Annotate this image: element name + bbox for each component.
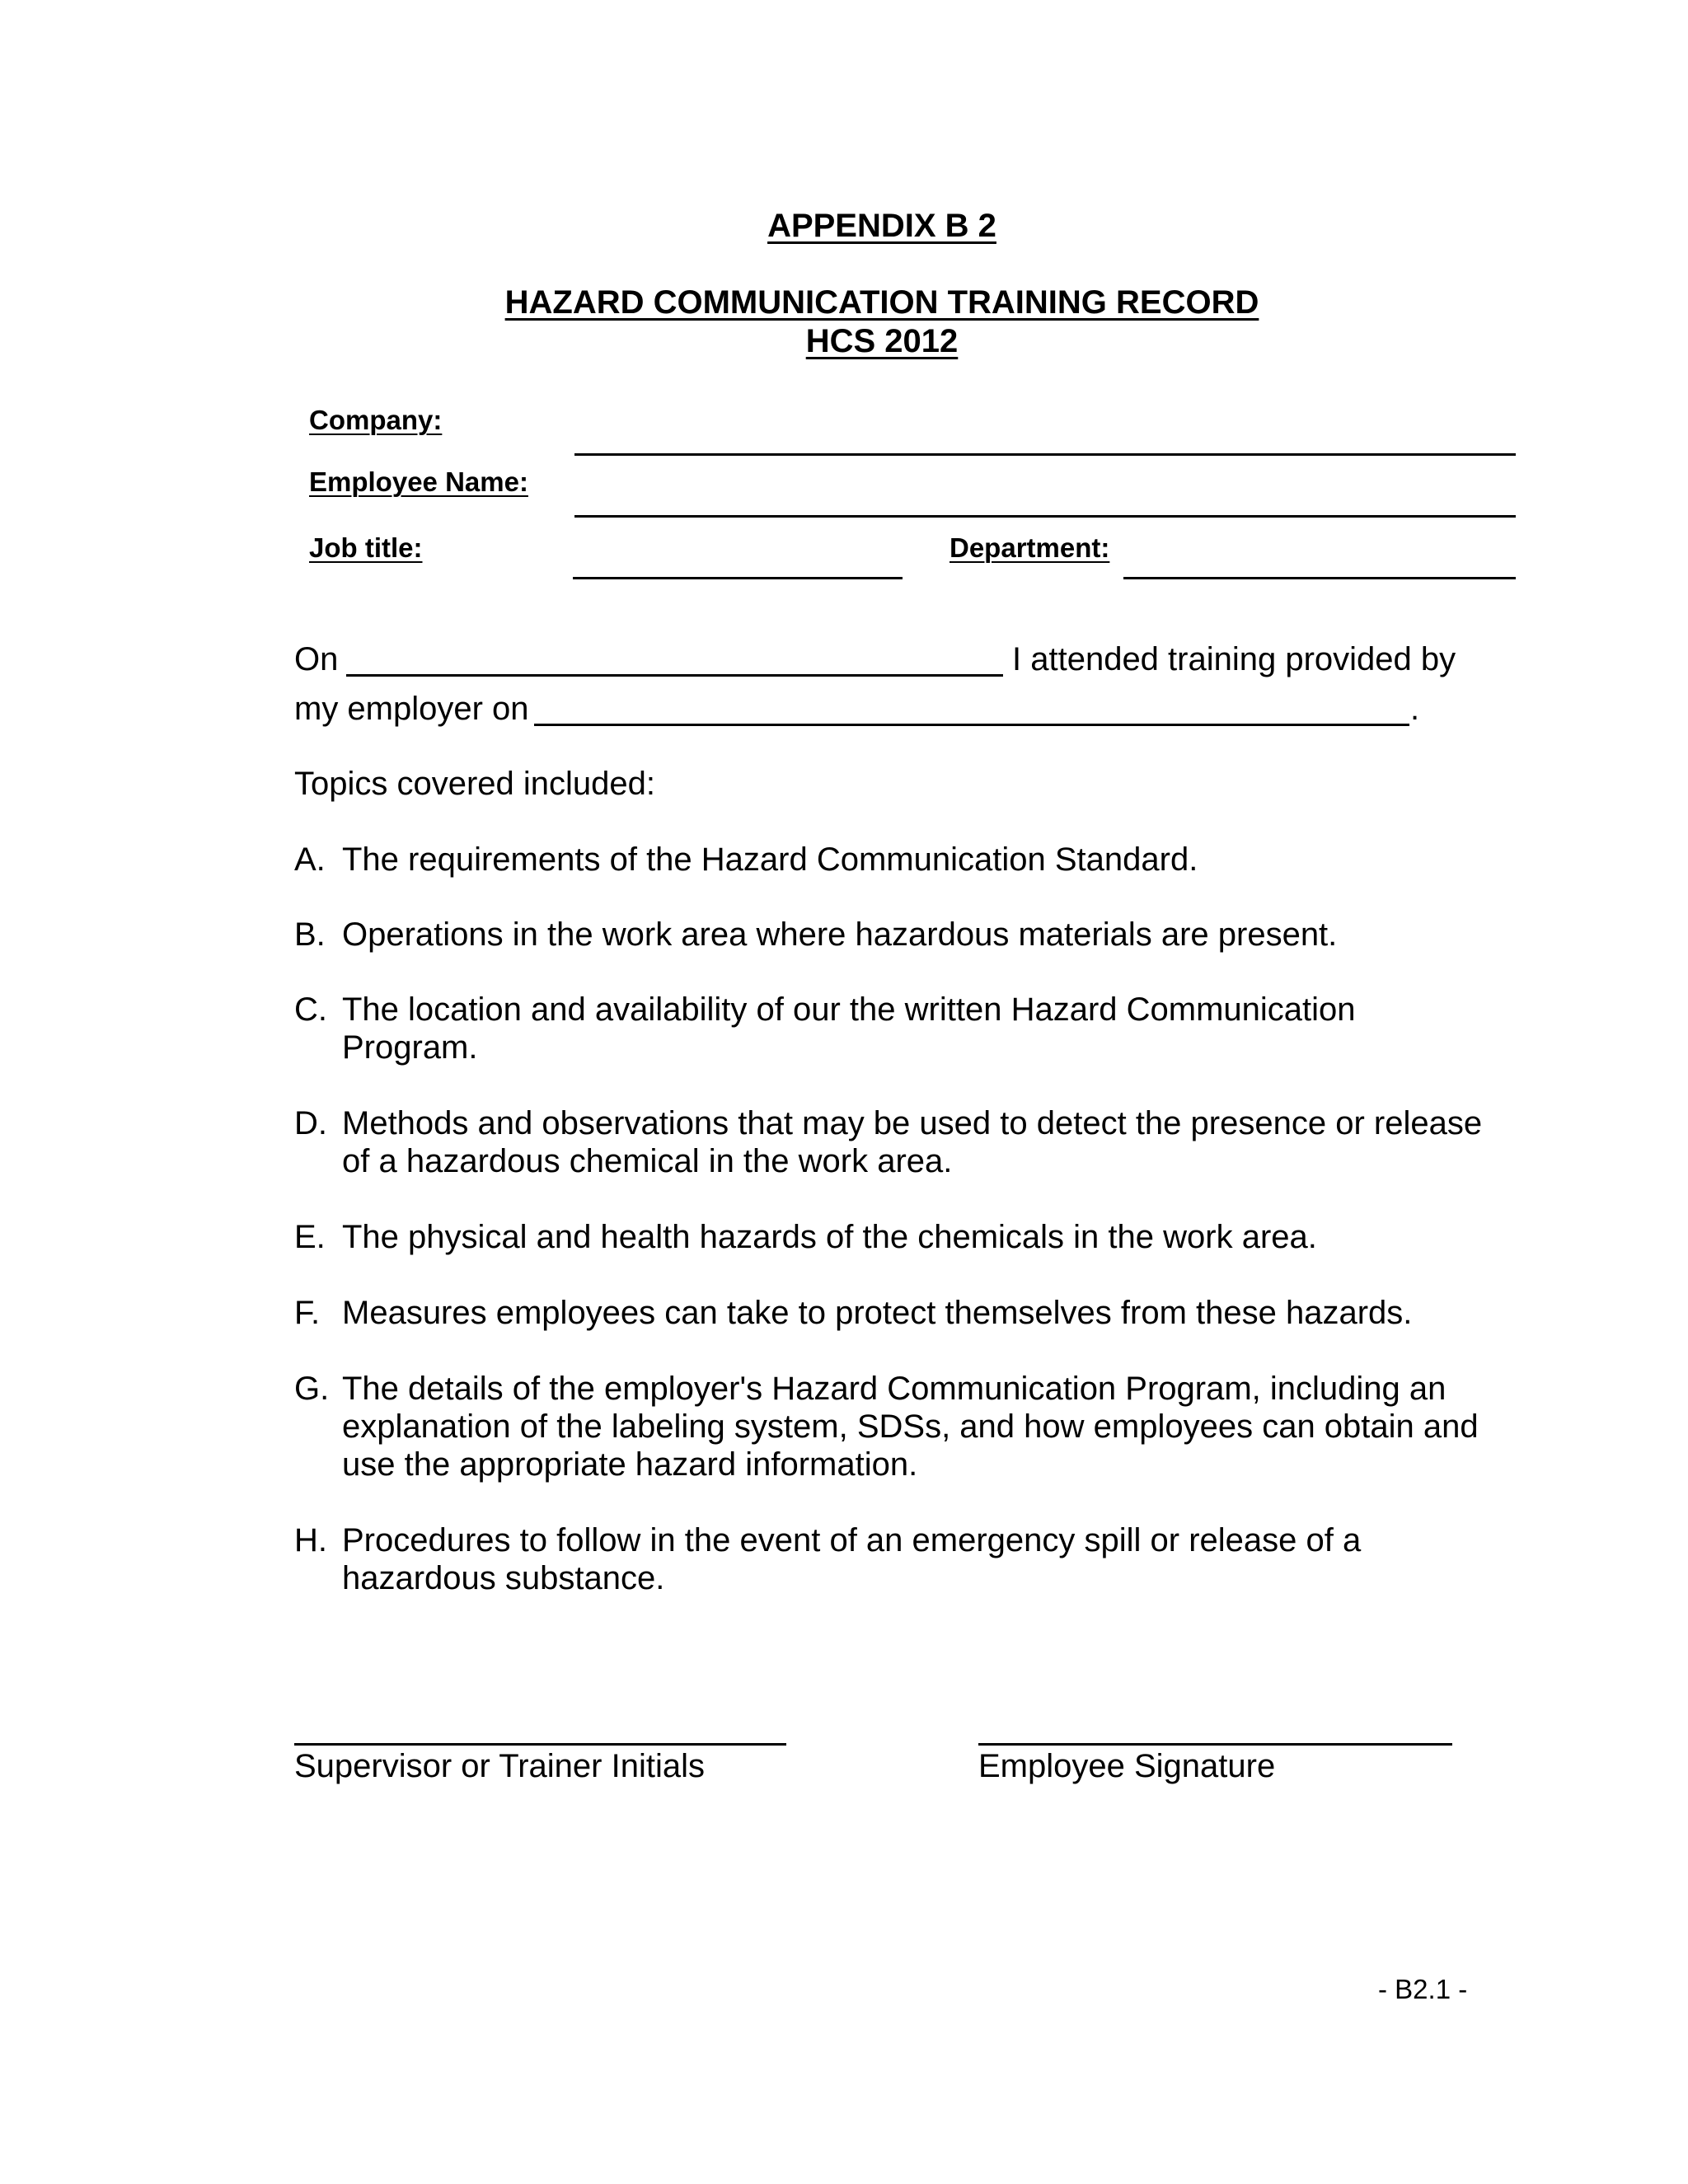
statement-on-label: On xyxy=(294,641,339,677)
statement-attended-text: I attended training provided by xyxy=(1012,641,1456,677)
employee-name-label: Employee Name: xyxy=(309,466,528,497)
page-number: - B2.1 - xyxy=(1378,1974,1468,2004)
topic-text: Methods and observations that may be used to detect the presence or release of a hazardous chemical in the work area. xyxy=(342,1105,1483,1179)
supervisor-initials-field[interactable] xyxy=(294,1743,786,1746)
employee-name-field[interactable] xyxy=(574,515,1516,518)
topic-text: The physical and health hazards of the chemicals in the work area. xyxy=(342,1219,1317,1255)
topic-item-c xyxy=(294,991,1498,1066)
topic-letter: H. xyxy=(294,1522,327,1558)
topic-item-e xyxy=(294,1218,1498,1256)
statement-employer-label: my employer on xyxy=(294,691,529,727)
topic-text: The requirements of the Hazard Communication Standard. xyxy=(342,841,1198,878)
topic-item-f xyxy=(294,1294,1498,1332)
job-title-label: Job title: xyxy=(309,532,423,563)
employer-date-field[interactable] xyxy=(534,724,1409,726)
page-subtitle: HCS 2012 xyxy=(805,323,959,359)
topic-text: The location and availability of our the written Hazard Communication Program. xyxy=(342,991,1356,1066)
topic-text: Operations in the work area where hazardous materials are present. xyxy=(342,916,1338,953)
topic-item-b xyxy=(294,916,1498,954)
topic-letter: F. xyxy=(294,1295,321,1331)
topic-text: Measures employees can take to protect themselves from these hazards. xyxy=(342,1295,1413,1331)
company-field[interactable] xyxy=(574,453,1516,456)
statement-period: . xyxy=(1410,691,1420,727)
topic-item-g xyxy=(294,1370,1498,1483)
department-field[interactable] xyxy=(1123,577,1516,579)
company-label: Company: xyxy=(309,405,443,435)
page-title: HAZARD COMMUNICATION TRAINING RECORD xyxy=(504,284,1259,321)
appendix-heading: APPENDIX B 2 xyxy=(767,208,996,244)
topic-letter: B. xyxy=(294,916,326,953)
employee-signature-field[interactable] xyxy=(978,1743,1452,1746)
topic-letter: A. xyxy=(294,841,326,878)
topics-intro: Topics covered included: xyxy=(294,766,656,802)
topic-item-h xyxy=(294,1521,1498,1597)
topic-item-d xyxy=(294,1104,1498,1180)
department-label: Department: xyxy=(950,532,1110,563)
topic-letter: G. xyxy=(294,1371,330,1407)
topic-text: The details of the employer's Hazard Communication Program, including an explanation of the labeling system, SDSs, and how employees can obtain and use the appropriate hazard information. xyxy=(342,1371,1479,1483)
topic-item-a xyxy=(294,841,1498,879)
topic-letter: E. xyxy=(294,1219,326,1255)
topic-text: Procedures to follow in the event of an emergency spill or release of a hazardous substance. xyxy=(342,1522,1362,1596)
supervisor-initials-label: Supervisor or Trainer Initials xyxy=(294,1748,705,1784)
job-title-field[interactable] xyxy=(573,577,903,579)
topic-letter: D. xyxy=(294,1105,327,1141)
employee-signature-label: Employee Signature xyxy=(978,1748,1276,1784)
topic-letter: C. xyxy=(294,991,327,1028)
training-date-field[interactable] xyxy=(346,674,1003,677)
